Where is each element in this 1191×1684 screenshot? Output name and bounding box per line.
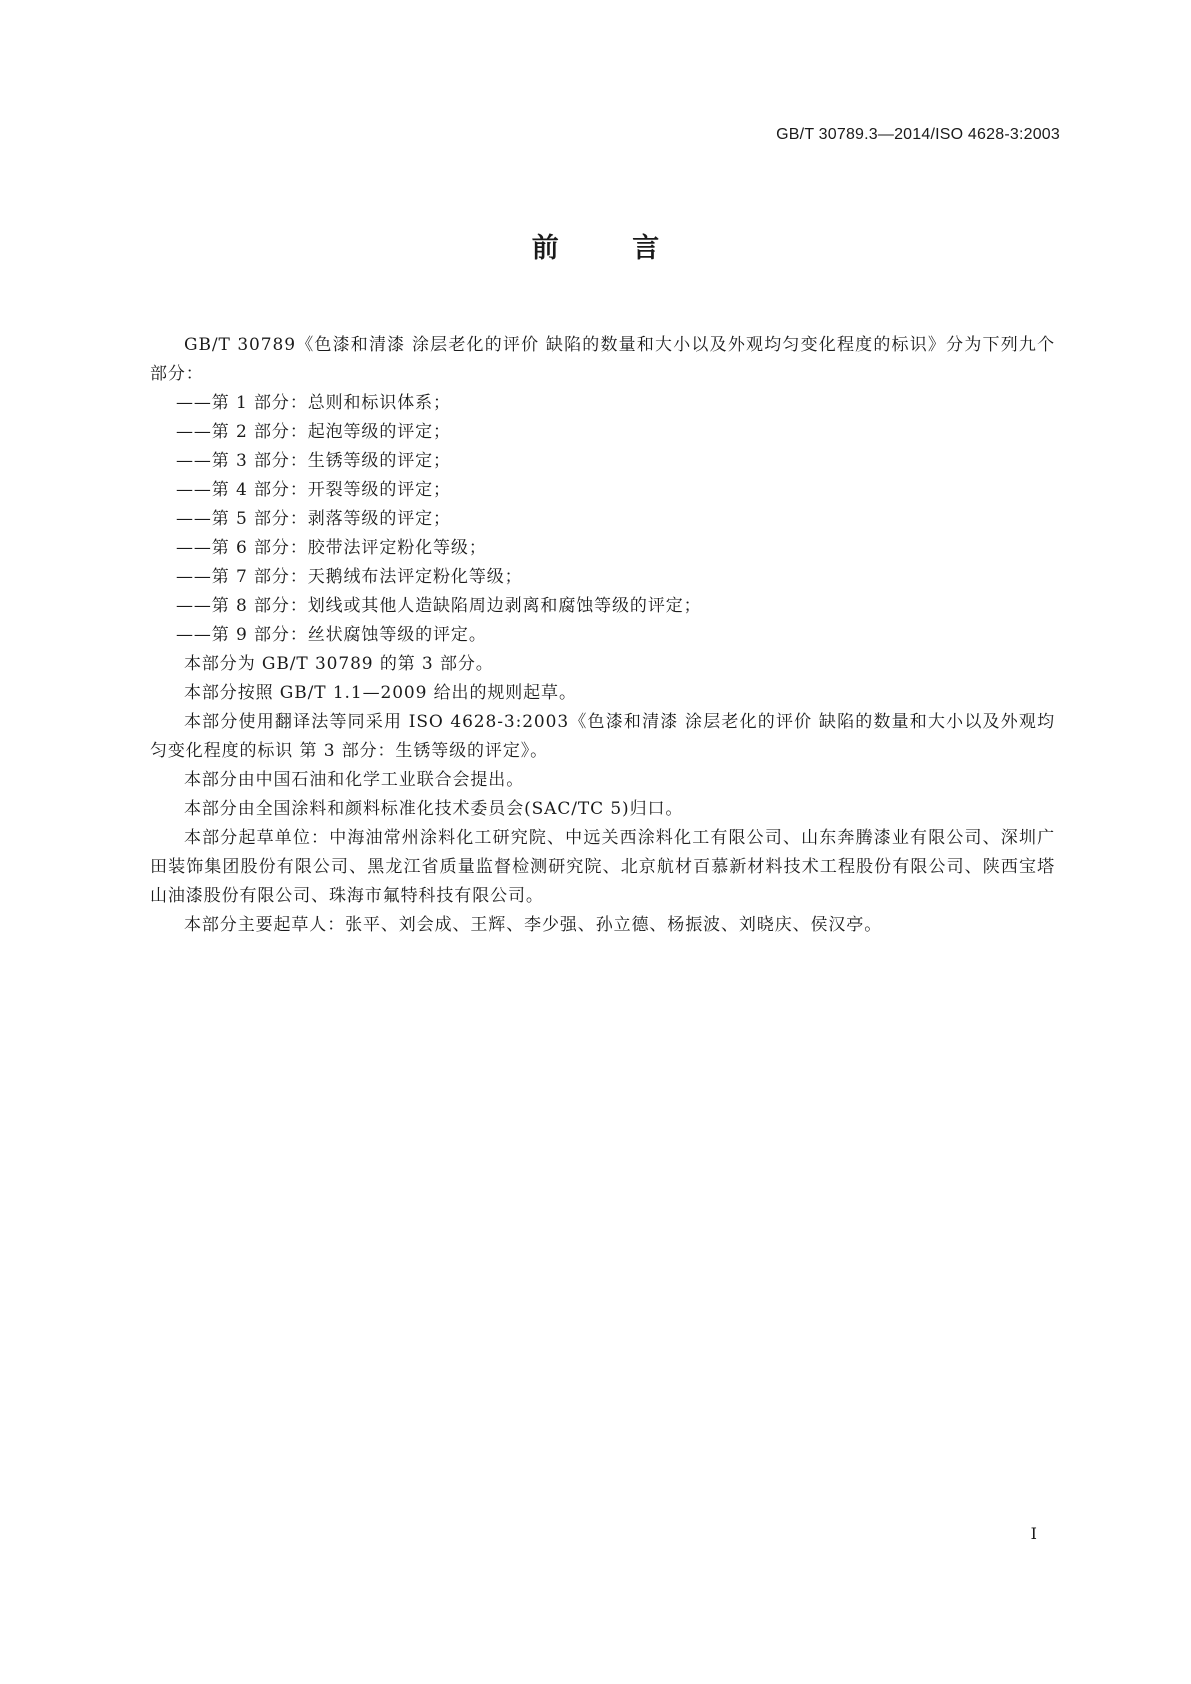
list-item: ——第 2 部分：起泡等级的评定； bbox=[176, 422, 451, 442]
list-item: ——第 5 部分：剥落等级的评定； bbox=[176, 509, 451, 529]
body-paragraph: 本部分为 GB/T 30789 的第 3 部分。 bbox=[184, 654, 494, 674]
drafters-paragraph: 本部分主要起草人：张平、刘会成、王辉、李少强、孙立德、杨振波、刘晓庆、侯汉亭。 bbox=[184, 915, 883, 935]
body-paragraph: 本部分按照 GB/T 1.1—2009 给出的规则起草。 bbox=[184, 683, 577, 703]
list-item: ——第 7 部分：天鹅绒布法评定粉化等级； bbox=[176, 567, 523, 587]
list-item: ——第 3 部分：生锈等级的评定； bbox=[176, 451, 451, 471]
document-body bbox=[150, 331, 1055, 940]
body-paragraph: 本部分由中国石油和化学工业联合会提出。 bbox=[184, 770, 525, 790]
parts-list bbox=[150, 389, 1055, 650]
intro-paragraph: GB/T 30789《色漆和清漆 涂层老化的评价 缺陷的数量和大小以及外观均匀变化程度的标识》分为下列九个部分： bbox=[150, 335, 1055, 384]
list-item: ——第 4 部分：开裂等级的评定； bbox=[176, 480, 451, 500]
page-number: I bbox=[1030, 1524, 1037, 1543]
page-title: 前 言 bbox=[531, 233, 692, 264]
list-item: ——第 6 部分：胶带法评定粉化等级； bbox=[176, 538, 487, 558]
list-item: ——第 8 部分：划线或其他人造缺陷周边剥离和腐蚀等级的评定； bbox=[176, 596, 702, 616]
standard-code-header: GB/T 30789.3—2014/ISO 4628-3:2003 bbox=[776, 126, 1060, 143]
body-paragraph: 本部分使用翻译法等同采用 ISO 4628-3:2003《色漆和清漆 涂层老化的评价 缺陷的数量和大小以及外观均匀变化程度的标识 第 3 部分：生锈等级的评定》。 bbox=[150, 712, 1055, 761]
list-item: ——第 9 部分：丝状腐蚀等级的评定。 bbox=[176, 625, 487, 645]
drafting-units-paragraph: 本部分起草单位：中海油常州涂料化工研究院、中远关西涂料化工有限公司、山东奔腾漆业有限公司、深圳广田装饰集团股份有限公司、黑龙江省质量监督检测研究院、北京航材百慕新材料技术工程股份有限公司、陕西宝塔山油漆股份有限公司、珠海市氟特科技有限公司。 bbox=[150, 828, 1055, 906]
body-paragraph: 本部分由全国涂料和颜料标准化技术委员会(SAC/TC 5)归口。 bbox=[184, 799, 684, 819]
list-item: ——第 1 部分：总则和标识体系； bbox=[176, 393, 451, 413]
